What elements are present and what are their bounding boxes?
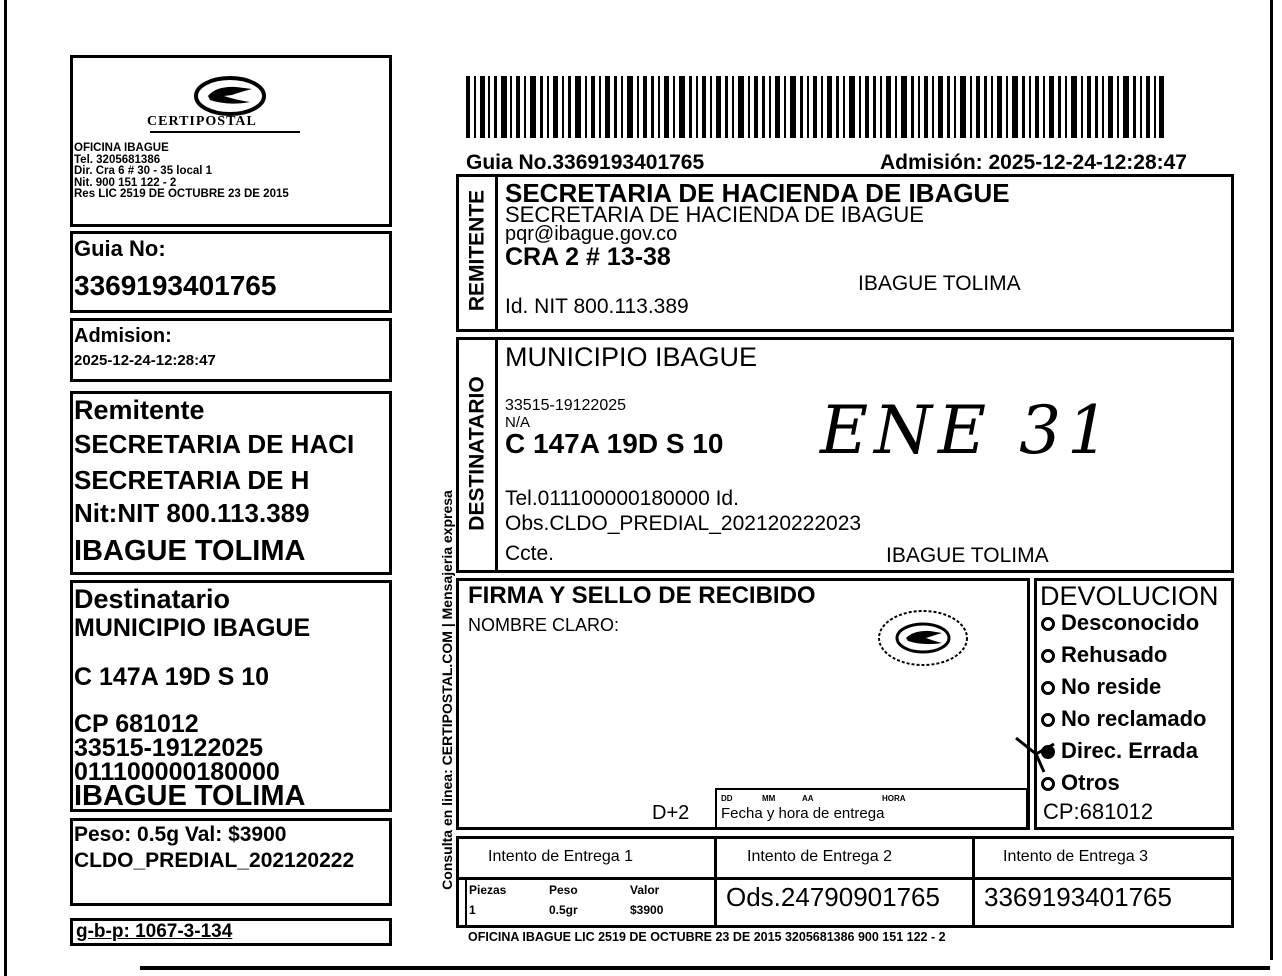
left-destinatario-line: 33515-19122025 (74, 734, 264, 762)
vertical-side-text: Consulta en linea: CERTIPOSTAL.COM | Mensajeria expresa (439, 490, 455, 890)
destinatario-name: MUNICIPIO IBAGUE (505, 342, 758, 372)
devolucion-option-label: No reside (1061, 674, 1162, 699)
scan-frame-left (4, 0, 7, 976)
office-line: OFICINA IBAGUE (74, 142, 169, 154)
destinatario-code: 33515-19122025 (505, 397, 627, 414)
scan-frame-bottom (140, 966, 1270, 970)
left-guia-value: 3369193401765 (74, 270, 277, 301)
office-info (74, 143, 289, 201)
fecha-col: MM (762, 794, 776, 803)
left-remitente-line: SECRETARIA DE HACI (74, 429, 355, 459)
radio-icon (1041, 617, 1055, 631)
devolucion-option (1041, 740, 1198, 762)
ods-number: Ods.24790901765 (726, 882, 940, 912)
left-destinatario-line: 011100000180000 (74, 758, 280, 786)
piezas-label: Valor (630, 883, 660, 897)
stamp-logo (876, 608, 970, 668)
left-destinatario-line: C 147A 19D S 10 (74, 663, 270, 691)
guia-box-number: 3369193401765 (984, 882, 1172, 912)
devolucion-option (1041, 612, 1199, 634)
piezas-inner-divider (465, 877, 467, 928)
devolucion-option-label: Direc. Errada (1061, 738, 1198, 763)
intento-label: Intento de Entrega 2 (747, 848, 892, 865)
destinatario-side-label: DESTINATARIO (465, 376, 489, 531)
intento-label: Intento de Entrega 1 (488, 848, 633, 865)
remitente-id: Id. NIT 800.113.389 (505, 295, 689, 318)
left-remitente-title: Remitente (74, 395, 205, 425)
fecha-col: AA (802, 794, 814, 803)
remitente-name: SECRETARIA DE HACIENDA DE IBAGUE (505, 178, 1010, 208)
remitente-divider (495, 174, 498, 332)
piezas-value: 1 (469, 903, 476, 917)
remitente-name2: SECRETARIA DE HACIENDA DE IBAGUE (505, 202, 924, 227)
piezas-label: Peso (549, 883, 578, 897)
left-peso-line: Peso: 0.5g Val: $3900 (74, 823, 287, 846)
left-admision-value: 2025-12-24-12:28:47 (74, 352, 216, 369)
piezas-label: Piezas (469, 883, 507, 897)
destinatario-obs: Obs.CLDO_PREDIAL_202120222023 (505, 512, 862, 535)
destinatario-divider (495, 337, 498, 573)
destinatario-city: IBAGUE TOLIMA (886, 544, 1049, 567)
left-destinatario-line: IBAGUE TOLIMA (74, 780, 306, 812)
scan-frame-right (1270, 0, 1273, 960)
office-line: Nit. 900 151 122 - 2 (74, 176, 177, 189)
radio-icon (1041, 649, 1055, 663)
left-ref-line: CLDO_PREDIAL_202120222 (74, 849, 355, 872)
right-admision-line: Admisión: 2025-12-24-12:28:47 (880, 151, 1187, 174)
radio-icon (1041, 681, 1055, 695)
left-remitente-line: SECRETARIA DE H (74, 465, 310, 495)
remitente-email: pqr@ibague.gov.co (505, 223, 678, 245)
left-guia-label: Guia No: (74, 236, 166, 261)
piezas-value: $3900 (630, 903, 664, 917)
left-gbp-line: g-b-p: 1067-3-134 (76, 921, 233, 942)
left-destinatario-title: Destinatario (74, 584, 231, 614)
logo-tagline-rule (150, 131, 300, 133)
devolucion-option (1041, 644, 1167, 666)
devolucion-title: DEVOLUCION (1040, 581, 1219, 611)
devolucion-option-label: Rehusado (1061, 642, 1168, 667)
handwritten-check-mark (1014, 732, 1058, 776)
piezas-value: 0.5gr (549, 903, 578, 917)
left-remitente-line: Nit:NIT 800.113.389 (74, 498, 310, 528)
left-admision-label: Admision: (74, 325, 172, 347)
footer-line: OFICINA IBAGUE LIC 2519 DE OCTUBRE 23 DE 2015 3205681386 900 151 122 - 2 (468, 930, 946, 944)
left-destinatario-line: CP 681012 (74, 710, 199, 738)
radio-icon (1041, 713, 1055, 727)
office-line: Res LIC 2519 DE OCTUBRE 23 DE 2015 (74, 188, 289, 200)
office-line: Tel. 3205681386 (74, 153, 161, 166)
devolucion-cp: CP:681012 (1043, 799, 1154, 824)
devolucion-option (1041, 708, 1207, 730)
devolucion-option (1041, 676, 1161, 698)
destinatario-address: C 147A 19D S 10 (505, 428, 724, 459)
fecha-col: DD (721, 794, 733, 803)
fecha-caption: Fecha y hora de entrega (721, 805, 885, 822)
destinatario-tel: Tel.011100000180000 Id. (505, 487, 739, 510)
right-guia-line: Guia No.3369193401765 (466, 151, 705, 174)
firma-dplus: D+2 (652, 802, 690, 824)
devolucion-option-label: No reclamado (1061, 706, 1207, 731)
barcode (466, 76, 1164, 138)
remitente-city: IBAGUE TOLIMA (858, 272, 1021, 295)
remitente-side-label: REMITENTE (465, 189, 489, 312)
left-remitente-line: IBAGUE TOLIMA (74, 535, 306, 567)
radio-icon (1041, 777, 1055, 791)
logo-brand: CERTIPOSTAL (147, 114, 257, 129)
handwritten-note: ENE 31 (820, 392, 1116, 469)
intento-label: Intento de Entrega 3 (1003, 848, 1148, 865)
left-destinatario-line: MUNICIPIO IBAGUE (74, 614, 311, 642)
fecha-col: HORA (882, 794, 906, 803)
firma-nombre: NOMBRE CLARO: (468, 615, 620, 635)
firma-title: FIRMA Y SELLO DE RECIBIDO (468, 582, 816, 609)
devolucion-option-label: Desconocido (1061, 610, 1200, 635)
devolucion-option-label: Otros (1061, 770, 1120, 795)
destinatario-na: N/A (505, 414, 531, 431)
office-line: Dir. Cra 6 # 30 - 35 local 1 (74, 165, 213, 177)
destinatario-ccte: Ccte. (505, 542, 555, 565)
remitente-address: CRA 2 # 13-38 (505, 243, 671, 271)
